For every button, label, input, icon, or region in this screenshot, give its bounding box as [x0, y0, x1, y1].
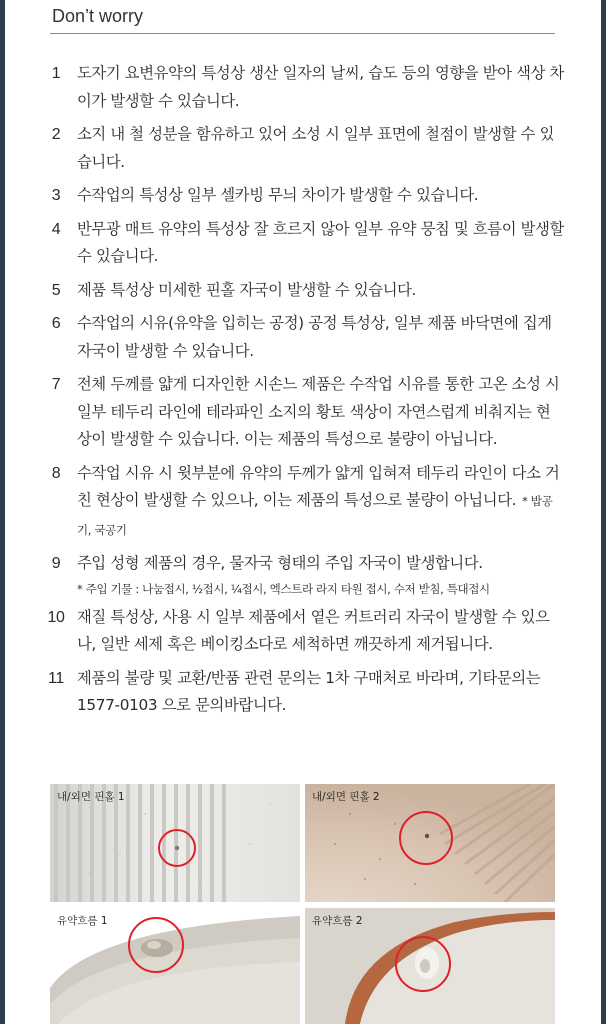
photo-glaze-flow-1 [50, 908, 300, 1024]
left-edge [0, 0, 5, 1024]
photo-pinhole-1 [50, 784, 300, 902]
item-note: * 주입 기물 : 나눔접시, ½접시, ¼접시, 엑스트라 라지 타원 접시, 수저 받침, 특대접시 [77, 581, 490, 596]
right-edge [601, 0, 606, 1024]
item-note: * 밥공기, 국공기 [77, 494, 553, 537]
notice-item [44, 277, 564, 305]
section-title: Don’t worry [52, 6, 144, 26]
notice-item [44, 182, 564, 210]
item-number: 2 [51, 126, 61, 143]
item-number: 5 [51, 281, 61, 299]
notice-item [44, 60, 564, 115]
item-number: 1 [51, 65, 61, 82]
item-text: 제품 특성상 미세한 핀홀 자국이 발생할 수 있습니다. [77, 280, 417, 299]
item-text: 제품의 불량 및 교환/반품 관련 문의는 1차 구매처로 바라며, 기타문의는 1577-0103 으로 문의바랍니다. [77, 668, 541, 714]
item-number: 6 [51, 315, 61, 332]
item-text: 주입 성형 제품의 경우, 물자국 형태의 주입 자국이 발생합니다. [77, 554, 483, 572]
photo-glaze-flow-2 [305, 908, 555, 1024]
notice-item [44, 121, 564, 176]
photo-label: 내/외면 핀홀 1 [57, 791, 125, 803]
item-text: 수작업의 시유(유약을 입히는 공정) 공정 특성상, 일부 제품 바닥면에 집게 자국이 발생할 수 있습니다. [77, 314, 552, 360]
item-number: 9 [51, 555, 61, 572]
item-text: 수작업 시유 시 윗부분에 유약의 두께가 얇게 입혀져 테두리 라인이 다소 거친 현상이 발생할 수 있으나, 이는 제품의 특성으로 불량이 아닙니다. [77, 463, 560, 509]
notice-item [44, 216, 564, 271]
item-text: 반무광 매트 유약의 특성상 잘 흐르지 않아 일부 유약 뭉침 및 흐름이 발생할 수 있습니다. [77, 219, 564, 265]
item-text: 수작업의 특성상 일부 셀카빙 무늬 차이가 발생할 수 있습니다. [77, 186, 479, 204]
item-text: 재질 특성상, 사용 시 일부 제품에서 옅은 커트러리 자국이 발생할 수 있으나, 일반 세제 혹은 베이킹소다로 세척하면 깨끗하게 제거됩니다. [77, 607, 550, 653]
item-number: 7 [51, 376, 61, 393]
title-divider [50, 33, 555, 34]
photo-label: 유약흐름 1 [57, 915, 108, 927]
item-text: 도자기 요변유약의 특성상 생산 일자의 날씨, 습도 등의 영향을 받아 색상 차이가 발생할 수 있습니다. [77, 64, 564, 110]
item-number: 11 [48, 669, 64, 687]
item-number: 3 [51, 187, 61, 204]
photo-label: 내/외면 핀홀 2 [312, 791, 380, 803]
item-text: 전체 두께를 얇게 디자인한 시손느 제품은 수작업 시유를 통한 고온 소성 시 일부 테두리 라인에 테라파인 소지의 황토 색상이 자연스럽게 비춰지는 현상이 발생할 수 있습니다. 이는 제품의 특성으로 불량이 아닙니다. [77, 375, 560, 448]
item-number: 10 [47, 608, 65, 626]
notice-item [44, 604, 564, 659]
notice-item [44, 310, 564, 365]
item-number: 4 [51, 220, 61, 238]
notice-item [44, 665, 564, 720]
notice-item [44, 371, 564, 454]
notice-item [44, 550, 564, 598]
photo-label: 유약흐름 2 [312, 915, 363, 927]
item-number: 8 [51, 464, 61, 482]
notice-item [44, 460, 564, 545]
photo-pinhole-2 [305, 784, 555, 902]
item-text: 소지 내 철 성분을 함유하고 있어 소성 시 일부 표면에 철점이 발생할 수 있습니다. [77, 125, 555, 171]
notice-list [44, 60, 564, 726]
